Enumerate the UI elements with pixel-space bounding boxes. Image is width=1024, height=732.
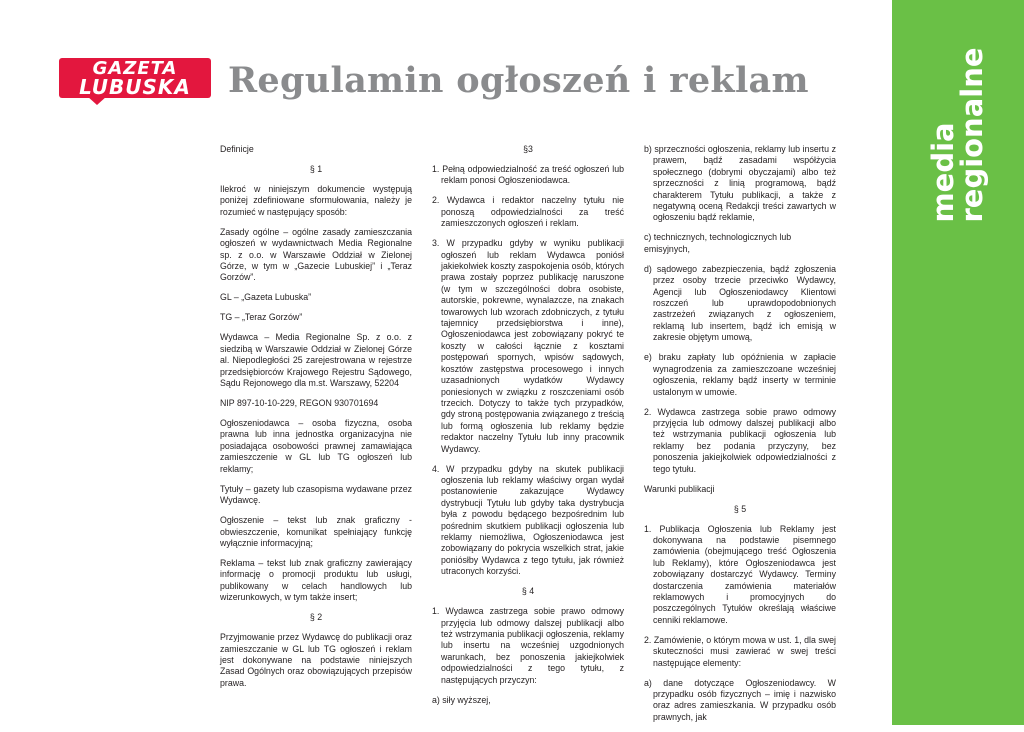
paragraph-symbol: § 2 — [309, 612, 323, 623]
sidebar-brand-text — [926, 47, 989, 223]
sidebar-line-1: media — [926, 122, 960, 223]
list-item: b) sprzeczności ogłoszenia, reklamy lub insertu z prawem, bądź zasadami współżycia społecznego (dobrymi obyczajami) albo też sprzeczności z linią programową, bądź charakterem Tytułu publikacji, a także z negatywną oceną Redakcji treści zawartych w ogłoszeniu bądź reklamie, — [644, 144, 836, 223]
paragraph: Reklama – tekst lub znak graficzny zawierający informację o promocji produktu lub usługi, publikowany w celach handlowych lub wizerunkowych, w tym także insert; — [220, 557, 412, 603]
paragraph: Ogłoszenie – tekst lub znak graficzny - obwieszczenie, komunikat spełniający funkcję wyłącznie informacyjną; — [220, 515, 412, 548]
paragraph-symbol: § 5 — [733, 503, 747, 514]
gazeta-lubuska-logo — [55, 58, 215, 104]
list-item: 2. Zamówienie, o którym mowa w ust. 1, dla swej skuteczności musi zawierać w swej treści następujące elementy: — [644, 634, 836, 668]
text-column-1 — [220, 144, 412, 698]
list-item: a) siły wyższej, — [432, 694, 491, 705]
paragraph-symbol: § 1 — [309, 164, 323, 174]
text-column-3 — [644, 144, 836, 732]
text-column-2 — [432, 144, 624, 715]
list-item: e) braku zapłaty lub opóźnienia w zapłacie wynagrodzenia za zamieszczoane wcześniej ogłoszenia, reklamy bądź inserty w terminie ustalonym w umowie. — [644, 352, 836, 397]
paragraph: NIP 897-10-10-229, REGON 930701694 — [220, 398, 379, 409]
paragraph-symbol: §3 — [523, 144, 533, 154]
list-item: 4. W przypadku gdyby na skutek publikacji ogłoszenia lub reklamy właściwy organ wydał postanowienie zakazujące Wydawcy dystrybucji Tytułu lub gdyby taka dystrybucja była z powodu będącego bezpośrednim lub pośrednim skutkiem publikacji ogłoszenia lub reklamy niemożliwa, Ogłoszeniodawca jest zobowiązany do pokrycia wszelkich strat, jakie poniósłby Wydawca z tego tytułu, jak również utraconych korzyści. — [432, 463, 624, 577]
list-item: 2. Wydawca zastrzega sobie prawo odmowy przyjęcia lub odmowy dalszej publikacji albo też wstrzymania publikacji ogłoszenia lub reklamy bez podania przyczyny, bez ponoszenia jakiejkolwiek odpowiedzialności z tego tytułu. — [644, 406, 836, 474]
paragraph-symbol: § 4 — [521, 586, 535, 597]
logo-line-1: GAZETA — [92, 58, 178, 79]
page-title: Regulamin ogłoszeń i reklam — [228, 60, 809, 101]
list-item: 1. Publikacja Ogłoszenia lub Reklamy jest dokonywana na podstawie pisemnego zamówienia (obejmującego treść Ogłoszenia lub Reklamy), które Ogłoszeniodawca jest zobowiązany dostarczyć Wydawcy. Terminy dostarczenia zamówienia materiałów reklamowych i promocyjnych do poszczególnych Tytułów określają właściwe cenniki reklamowe. — [644, 523, 836, 625]
paragraph: Tytuły – gazety lub czasopisma wydawane przez Wydawcę. — [220, 483, 412, 506]
logo-line-2: LUBUSKA — [79, 75, 191, 99]
paragraph: Zasady ogólne – ogólne zasady zamieszczania ogłoszeń w wydawnictwach Media Regionalne sp. z o.o. w Warszawie Oddział w Zielonej Górze, w tym w „Gazecie Lubuskiej” i „Teraz Gorzów”. — [220, 226, 412, 283]
paragraph: GL – „Gazeta Lubuska” — [220, 292, 312, 303]
section-heading: Definicje — [220, 144, 254, 154]
list-item: 2. Wydawca i redaktor naczelny tytułu nie ponoszą odpowiedzialności za treść zamieszczonych ogłoszeń i reklam. — [432, 195, 624, 229]
list-item: a) dane dotyczące Ogłoszeniodawcy. W przypadku osób fizycznych – imię i nazwisko oraz adres zamieszkania. W przypadku osób prawnych, jak — [644, 677, 836, 722]
section-heading: Warunki publikacji — [644, 483, 715, 494]
paragraph: Wydawca – Media Regionalne Sp. z o.o. z siedzibą w Warszawie Oddział w Zielonej Górze al. Niepodległości 25 zarejestrowana w rejestrze przedsiębiorców Krajowego Rejestru Sądowego, Sądu Rejonowego dla m.st. Warszawy, 52204 — [220, 332, 412, 389]
list-item: d) sądowego zabezpieczenia, bądź zgłoszenia przez osoby trzecie przeciwko Wydawcy, Agencji lub Ogłoszeniodawcy Klientowi roszczeń lub uprawdopodobnionych zastrzeżeń związanych z ogłoszeniem, reklamą lub insertem, bądź ich emisją w zakresie objętym umową, — [644, 263, 836, 343]
paragraph: Przyjmowanie przez Wydawcę do publikacji oraz zamieszczanie w GL lub TG ogłoszeń i reklam jest dokonywane na podstawie niniejszych Zasad Ogólnych oraz obowiązujących przepisów prawa. — [220, 632, 412, 688]
paragraph: Ilekroć w niniejszym dokumencie występują poniżej zdefiniowane sformułowania, należy je rozumieć w następujący sposób: — [220, 184, 412, 217]
list-item: 1. Wydawca zastrzega sobie prawo odmowy przyjęcia lub odmowy dalszej publikacji albo też wstrzymania publikacji ogłoszenia, reklamy lub insertu na wcześniej uzgodnionych warunkach, bez ponoszenia jakiejkolwiek odpowiedzialności z tego tytułu, z następujących przyczyn: — [432, 606, 624, 685]
list-item: 3. W przypadku gdyby w wyniku publikacji ogłoszeń lub reklam Wydawca poniósł jakiekolwiek koszty zaspokojenia osób, których prawa zostały poprzez publikację naruszone (w tym w szczególności dobra osobiste, autorskie, pokrewne, wynalazcze, na znakach towarowych lub wzorach zdobniczych, z tytułu tajemnicy przedsiębiorstwa i inne), Ogłoszeniodawca jest zobowiązany pokryć te koszty w całości łącznie z kosztami postępowań spornych, wpisów sądowych, kosztów zastępstwa procesowego i innych uzasadnionych wydatków Wydawcy poniesionych w związku z roszczeniami osób trzecich. Dotyczy to także tych przypadków, gdy stroną postępowania związanego z treścią lub formą ogłoszenia lub reklamy będzie redaktor naczelny Tytułu lub inny pracownik Wydawcy. — [432, 238, 624, 454]
paragraph: TG – „Teraz Gorzów” — [220, 312, 303, 323]
list-item: c) technicznych, technologicznych lub emisyjnych, — [644, 232, 792, 254]
paragraph: Ogłoszeniodawca – osoba fizyczna, osoba prawna lub inna jednostka organizacyjna nie posiadająca osobowości prawnej zamawiająca zamieszczenie w GL lub TG ogłoszeń lub reklamy; — [220, 418, 412, 474]
sidebar-line-2: regionalne — [955, 47, 989, 223]
list-item: 1. Pełną odpowiedzialność za treść ogłoszeń lub reklam ponosi Ogłoszeniodawca. — [432, 164, 624, 186]
